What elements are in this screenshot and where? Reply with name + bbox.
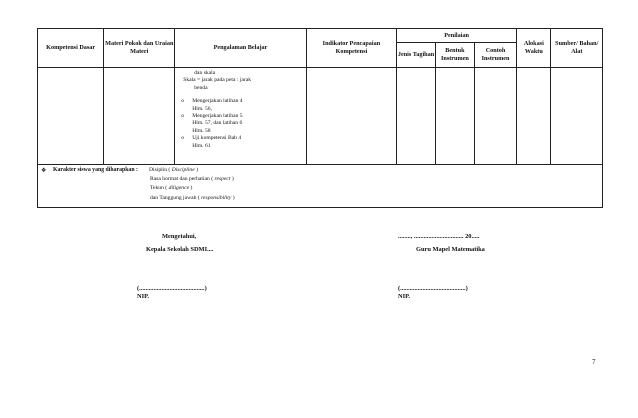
header-alokasi: Alokasi Waktu (517, 29, 551, 68)
karakter-value: dan Tanggung jawab ( responsibility ) (150, 194, 235, 201)
karakter-row (38, 165, 603, 208)
page-number: 7 (592, 358, 596, 366)
karakter-label: Karakter siswa yang diharapkan : (53, 167, 138, 173)
right-name: (.........................................) (398, 285, 468, 292)
karakter-values (149, 166, 235, 203)
list-item-text: Hlm. 58 (192, 127, 211, 134)
cell-indikator (306, 68, 396, 165)
list-item-text: Hlm. 61 (192, 142, 211, 149)
list-item-text: Hlm. 57, dan latihan 6 (192, 120, 243, 127)
left-nip: NIP. (137, 293, 150, 300)
right-date: ........, ............................... 20..... (398, 233, 480, 240)
bullet-icon: o (181, 135, 185, 142)
list-item (181, 113, 302, 135)
karakter-value: Tekun ( diligence ) (150, 185, 193, 192)
list-item-text: Mengerjakan latihan 4 (192, 98, 243, 105)
header-jenis: Jenis Tagihan (397, 43, 436, 68)
list-item-text: Hlm. 56, (192, 105, 212, 112)
text-line: Skala = jarak pada peta : jarak (183, 77, 251, 84)
right-role: Guru Mapel Matematika (416, 246, 485, 253)
cell-contoh (474, 68, 516, 165)
cell-sumber (551, 68, 603, 165)
header-pengalaman: Pengalaman Belajar (175, 29, 307, 68)
syllabus-table (37, 28, 603, 208)
cell-jenis (397, 68, 436, 165)
right-nip: NIP. (398, 293, 411, 300)
header-materi: Materi Pokok dan Uraian Materi (104, 29, 175, 68)
list-item-text: Mengerjakan latihan 5 (192, 113, 243, 120)
karakter-cell (38, 165, 603, 208)
left-title: Mengetahui, (162, 233, 197, 240)
list-item (181, 135, 302, 150)
bullet-icon: o (181, 113, 185, 120)
bullet-icon: o (181, 98, 185, 105)
cell-bentuk (435, 68, 474, 165)
cell-pengalaman (175, 68, 307, 165)
header-indikator: Indikator Pencapaian Kompetensi (306, 29, 396, 68)
header-bentuk: Bentuk Instrumen (435, 43, 474, 68)
header-kompetensi: Kompetensi Dasar (38, 29, 104, 68)
karakter-value: Rasa hormat dan perhatian ( respect ) (150, 176, 234, 183)
left-name: (.........................................) (137, 285, 207, 292)
header-penilaian: Penilaian (397, 29, 517, 43)
text-line: dan skala (194, 70, 216, 76)
text-line: benda (194, 84, 208, 91)
cell-kompetensi (38, 68, 104, 165)
header-contoh: Contoh Instrumen (474, 43, 516, 68)
table-row (38, 68, 603, 165)
list-item (181, 98, 302, 113)
header-sumber: Sumber/ Bahan/ Alat (551, 29, 603, 68)
karakter-value: Disiplin ( Discipline ) (149, 167, 198, 173)
cell-alokasi (517, 68, 551, 165)
list-item-text: Uji kompetensi Bab 4 (192, 135, 242, 142)
left-role: Kepala Sekolah SDMI.... (146, 246, 214, 253)
cell-materi (104, 68, 175, 165)
diamond-bullet-icon: ❖ (41, 168, 47, 174)
